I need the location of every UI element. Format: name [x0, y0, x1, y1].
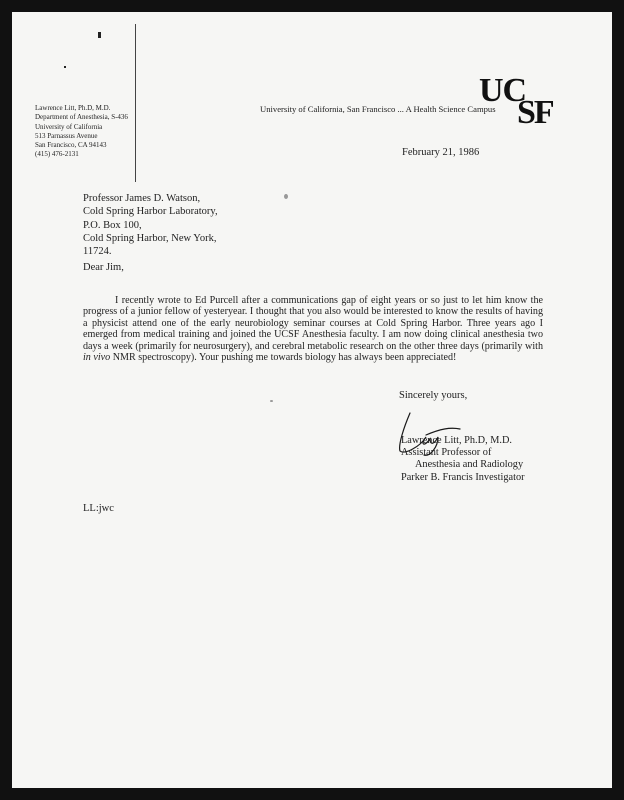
address-line: Cold Spring Harbor Laboratory,	[83, 206, 218, 218]
sender-line: Lawrence Litt, Ph.D, M.D.	[35, 104, 111, 112]
letter-page	[12, 12, 612, 788]
punch-mark	[64, 66, 66, 68]
logo-bottom: SF	[517, 94, 553, 131]
punch-mark	[98, 32, 101, 38]
paper-speck	[284, 194, 288, 199]
address-line: Cold Spring Harbor, New York,	[83, 232, 217, 244]
body-text: I recently wrote to Ed Purcell after a communications gap of eight years or so just to let him know the progress of a junior fellow of yesteryear. I thought that you also would be interested to know the results of having a physicist attend one of the early neurobiology seminar courses at Cold Spring Harbor. Three years ago I emerged from medical training and joined the UCSF Anesthesia faculty. I am now doing clinical anesthesia two days a week (primarily for neurosurgery), and cerebral metabolic research on the other three days (primarily with	[83, 295, 543, 352]
sender-line: San Francisco, CA 94143	[35, 141, 107, 150]
body-paragraph	[83, 295, 543, 363]
letterhead-divider	[135, 24, 136, 182]
ucsf-logo	[479, 72, 569, 131]
address-line: 11724.	[83, 246, 112, 258]
sender-line: Department of Anesthesia, S-436	[35, 113, 128, 122]
paper-speck	[270, 400, 273, 402]
sender-line: University of California	[35, 122, 103, 131]
salutation: Dear Jim,	[83, 262, 124, 273]
address-line: Professor James D. Watson,	[83, 193, 201, 204]
signer-name: Lawrence Litt, Ph.D, M.D.	[401, 435, 512, 446]
body-text: NMR spectroscopy). Your pushing me towards biology has always been appreciated!	[110, 352, 457, 364]
letterhead-tagline: University of California, San Francisco ... A Health Science Campus	[260, 104, 496, 114]
signer-title: Anesthesia and Radiology	[415, 459, 524, 471]
signer-title: Parker B. Francis Investigator	[401, 471, 525, 483]
sender-line: (415) 476-2131	[35, 150, 79, 159]
sender-line: 513 Parnassus Avenue	[35, 131, 98, 140]
body-italic: in vivo	[83, 352, 111, 364]
signer-title: Assistant Professor of	[401, 447, 492, 459]
sender-block	[35, 104, 128, 160]
logo-top: UC	[479, 72, 527, 109]
address-line: P.O. Box 100,	[83, 219, 142, 231]
recipient-address	[83, 192, 218, 258]
typist-initials: LL:jwc	[83, 503, 114, 514]
letter-body	[83, 295, 543, 363]
closing: Sincerely yours,	[399, 390, 468, 401]
signature-block	[401, 435, 525, 484]
letter-date: February 21, 1986	[402, 147, 480, 158]
